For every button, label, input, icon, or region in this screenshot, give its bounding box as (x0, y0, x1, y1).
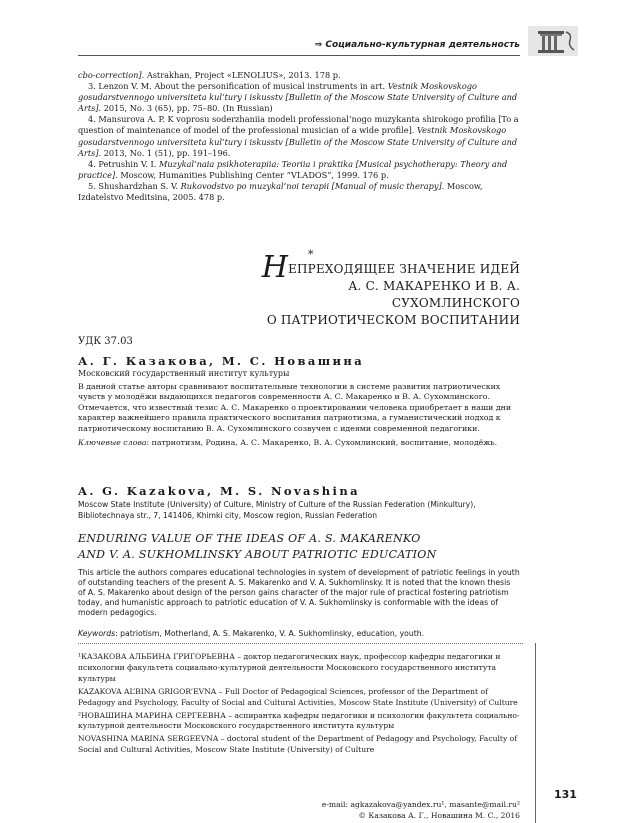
reference-text: Rukovodstvo po muzykal’noi terapii [Manual of music therapy] (180, 180, 442, 191)
title-line-3: О ПАТРИОТИЧЕСКОМ ВОСПИТАНИИ (266, 313, 520, 327)
section-title (315, 40, 520, 50)
author-note: NOVASHINA MARINA SERGEEVNA – doctoral student of the Department of Pedagogy and Psychology, Faculty of Social and Cultural Activities, Moscow State Institute (University) of Culture (78, 734, 518, 755)
reference-text: . 2015, No. 3 (65), pp. 75–80. (In Russian) (98, 103, 273, 114)
author-note: KAZAKOVA AL’BINA GRIGOR’EVNA – Full Doctor of Pedagogical Sciences, professor of the Department of Pedagogy and Psychology, Faculty of Social and Cultural Activities, Moscow State Institute (University) of Culture (78, 686, 518, 707)
title-line-2: А. С. МАКАРЕНКО И В. А. СУХОМЛИНСКОГО (348, 279, 520, 310)
margin-rule (535, 643, 536, 823)
contact-email: e-mail: agkazakova@yandex.ru¹, masante@mail.ru² (321, 800, 520, 809)
reference-text: . Moscow, Humanities Publishing Center “VLADOS”, 1999. 176 p. (115, 169, 389, 180)
reference-text: Muzykal’naia psikhoterapiia: Teoriia i praktika [Musical psychotherapy: Theory and practice] (78, 158, 508, 180)
article-title-en (78, 531, 520, 563)
reference-item (78, 114, 520, 158)
keywords-ru-label: Ключевые слова (78, 438, 147, 447)
separator-star: * (308, 248, 314, 261)
article-title-ru (240, 250, 520, 329)
column-logo-icon (528, 26, 578, 56)
header-rule (78, 55, 520, 56)
section-label: Социально-культурная деятельность (325, 40, 520, 50)
reference-text: . Moscow, Izdatelstvo Meditsina, 2005. 478 p. (78, 180, 483, 203)
reference-text: 4. Petrushin V. I. (88, 158, 159, 169)
author-note: ²НОВАШИНА МАРИНА СЕРГЕЕВНА – аспирантка кафедры педагогики и психологии факультета социально-культурной деятельности Московского государственного института культуры (78, 710, 520, 731)
reference-item (78, 159, 520, 181)
reference-text: Vestnik Moskovskogo gosudarstvennogo universiteta kul’tury i iskusstv [Bulletin of the Moscow State University of Culture and Arts] (78, 125, 518, 158)
keywords-en (78, 629, 520, 639)
footnote-separator (78, 643, 523, 644)
reference-text: 5. Shushardzhan S. V. (88, 180, 181, 191)
reference-text: 4. Mansurova A. P. K voprosu soderzhaniia modeli professional’nogo muzykanta shirokogo profilia [To a question of maintenance of model of the professional musician of a wide profile]. (78, 114, 519, 136)
keywords-en-label: Keywords (78, 629, 116, 638)
author-notes (78, 652, 520, 758)
reference-text: . 2013, No. 1 (51), pp. 191–196. (98, 147, 231, 158)
institution-en: Moscow State Institute (University) of Culture, Ministry of Culture of the Russian Federation (Minkultury), Bibliotechnaya str., 7, 141406, Khimki city, Moscow region, Russian Federation (78, 500, 476, 520)
keywords-ru-text: : патриотизм, Родина, А. С. Макаренко, В. А. Сухомлинский, воспитание, молодёжь. (146, 438, 498, 447)
reference-item (78, 70, 520, 81)
reference-text: . Astrakhan, Project «LENOLIUS», 2013. 178 p. (141, 70, 341, 80)
reference-item (78, 181, 520, 203)
title-dropcap: Н (261, 250, 289, 285)
institution-ru: Московский государственный институт культуры (78, 369, 290, 378)
title-line-1: ЕПРЕХОДЯЩЕЕ ЗНАЧЕНИЕ ИДЕЙ (288, 262, 520, 276)
reference-text: cbo-correction] (78, 70, 142, 80)
reference-item (78, 81, 520, 114)
udk-code: УДК 37.03 (78, 336, 133, 347)
keywords-en-text: : patriotism, Motherland, A. S. Makarenko, V. A. Sukhomlinsky, education, youth. (115, 629, 425, 638)
title-en-line-2: AND V. A. SUKHOMLINSKY ABOUT PATRIOTIC EDUCATION (78, 548, 437, 561)
authors-en: A. G. Kazakova, M. S. Novashina (78, 484, 360, 498)
copyright: © Казакова А. Г., Новашина М. С., 2016 (358, 811, 520, 820)
references-list (78, 70, 520, 203)
title-en-line-1: ENDURING VALUE OF THE IDEAS OF A. S. MAKARENKO (78, 532, 421, 545)
abstract-ru: В данной статье авторы сравнивают воспитательные технологии в системе развития патриотических чувств у молодёжи выдающихся педагогов современности А. С. Макаренко и В. А. Сухомлинского. Отмечается, что известный тезис А. С. Макаренко о проектировании человека приобретает в наши дни характер важнейшего правила практического воспитания патриотизма, а гуманистический подход к патриотическому воспитанию В. А. Сухомлинского созвучен с идеями современной педагогики. (78, 382, 512, 433)
abstract-en: This article the authors compares educational technologies in system of development of patriotic feelings in youth of outstanding teachers of the present A. S. Makarenko and V. A. Sukhomlinsky. It is noted that the known thesis of A. S. Makarenko about design of the person gains character of the major rule of practical fostering patriotism today, and humanistic approach to patriotic education of V. A. Sukhomlinsky is conformable with the ideas of modern pedagogics. (78, 568, 520, 617)
reference-text: 3. Lenzon V. M. About the personification of musical instruments in art. (88, 81, 388, 92)
authors-ru: А. Г. Казакова, М. С. Новашина (78, 354, 365, 368)
keywords-ru (78, 438, 520, 448)
arrow-icon: ⇒ (314, 40, 323, 50)
author-note: ¹КАЗАКОВА АЛЬБИНА ГРИГОРЬЕВНА – доктор педагогических наук, профессор кафедры педагогики и психологии факультета социально-культурной деятельности Московского государственного института культуры (78, 652, 501, 683)
page-number: 131 (554, 788, 577, 801)
running-header (78, 36, 520, 56)
reference-text: Vestnik Moskovskogo gosudarstvennogo universiteta kul’tury i iskusstv [Bulletin of the Moscow State University of Culture and Arts] (78, 81, 518, 114)
